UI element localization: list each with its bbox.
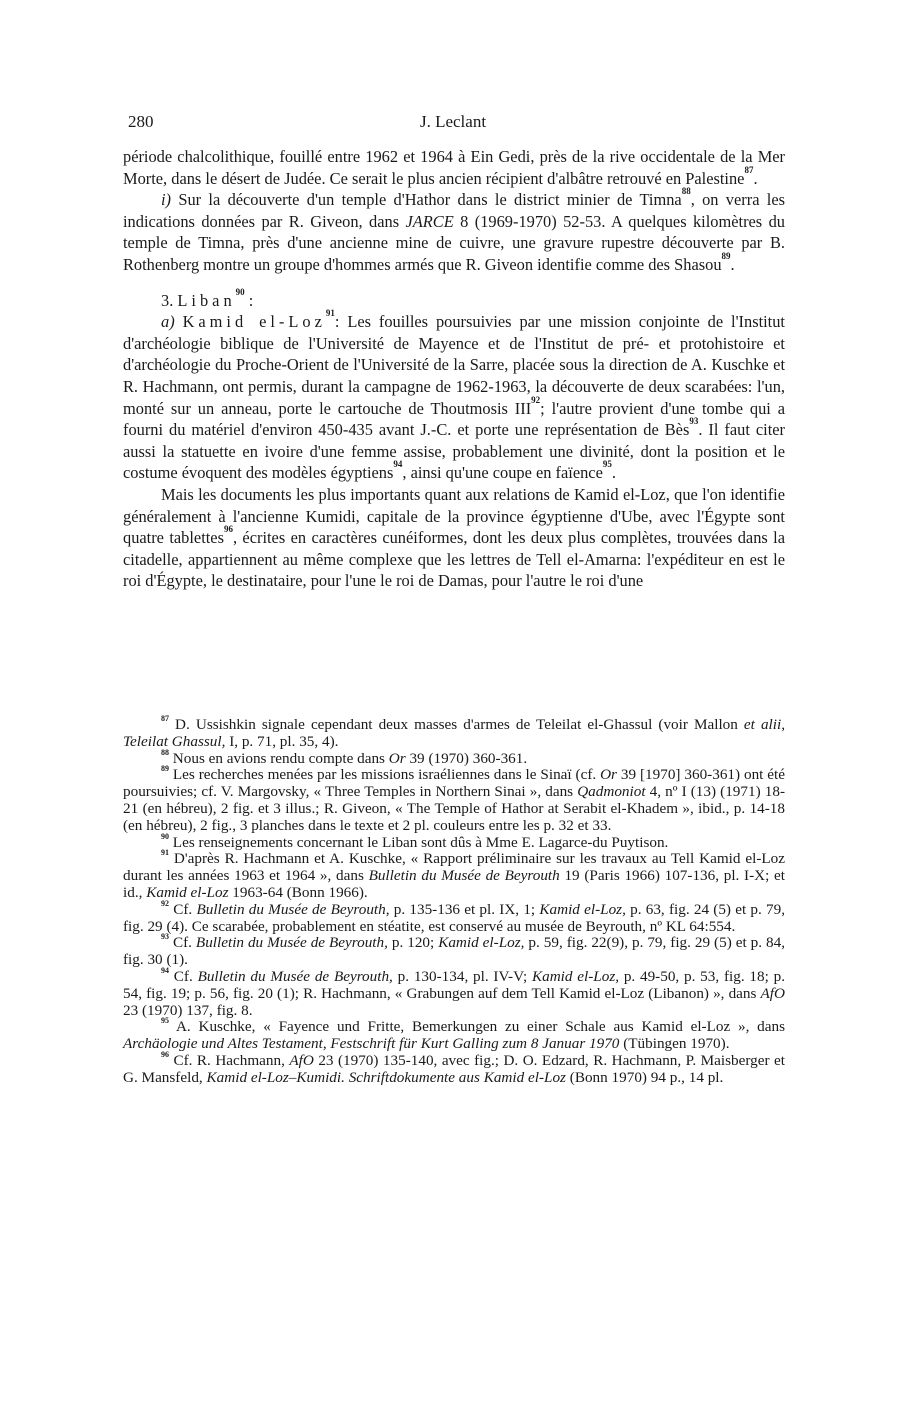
footnote-93: $^{93}$ Cf. Bulletin du Musée de Beyrouth, p. 120; Kamid el-Loz, p. 59, fig. 22(9), p. 79, fig. 29 (5) et p. 84, fig. 30 (1).	[123, 932, 785, 969]
footnote-89: $^{89}$ Les recherches menées par les missions israéliennes dans le Sinaï (cf. Or 39 [1970] 360-361) ont été poursuivies; cf. V. Margovsky, « Three Temples in Northern Sinai », dans Qadmoniot 4, nº I (13) (1971) 18-21 (en hébreu), 2 fig. et 3 illus.; R. Giveon, « The Temple of Hathor at Serabit el-Khadem », ibid., p. 14-18 (en hébreu), 2 fig., 3 planches dans le texte et 2 pl. couleurs entre les p. 32 et 33.	[123, 764, 785, 834]
paragraph-tablets: Mais les documents les plus importants quant aux relations de Kamid el-Loz, que l'on identifie généralement à l'ancienne Kumidi, capitale de la province égyptienne d'Ube, avec l'Égypte sont quatre tablettes$^{96}$, écrites en caractères cunéiformes, dont les deux plus complètes, trouvées dans la citadelle, appartiennent au même complexe que les lettres de Tell el-Amarna: l'expéditeur en est le roi d'Égypte, le destinataire, pour l'une le roi de Damas, pour l'autre le roi d'une	[123, 484, 785, 591]
footnote-ref[interactable]: 93	[689, 416, 699, 427]
footnote-96: $^{96}$ Cf. R. Hachmann, AfO 23 (1970) 135-140, avec fig.; D. O. Edzard, R. Hachmann, P. Maisberger et G. Mansfeld, Kamid el-Loz–Kumidi. Schriftdokumente aus Kamid el-Loz (Bonn 1970) 94 p., 14 pl.	[123, 1049, 785, 1086]
footnotes	[123, 714, 786, 1087]
footnote-94: $^{94}$ Cf. Bulletin du Musée de Beyrouth, p. 130-134, pl. IV-V; Kamid el-Loz, p. 49-50, p. 53, fig. 18; p. 54, fig. 19; p. 56, fig. 20 (1); R. Hachmann, « Grabungen auf dem Tell Kamid el-Loz (Libanon) », dans AfO 23 (1970) 137, fig. 8.	[123, 965, 785, 1019]
paragraph-timna: i) Sur la découverte d'un temple d'Hathor dans le district minier de Timna$^{88}$, on verra les indications données par R. Giveon, dans JARCE 8 (1969-1970) 52-53. A quelques kilomètres du temple de Timna, près d'une ancienne mine de cuivre, une gravure rupestre découverte par B. Rothenberg montre un groupe d'hommes armés que R. Giveon identifie comme des Shasou$^{89}$.	[123, 186, 785, 274]
main-text	[123, 146, 785, 592]
journal-title: JARCE	[405, 211, 454, 231]
footnote-ref[interactable]: 87	[744, 164, 754, 175]
paragraph-continuation: période chalcolithique, fouillé entre 1962 et 1964 à Ein Gedi, près de la rive occidentale de la Mer Morte, dans le désert de Judée. Ce serait le plus ancien récipient d'albâtre retrouvé en Palestine$^{87}$.	[123, 147, 785, 188]
footnote-92: $^{92}$ Cf. Bulletin du Musée de Beyrouth, p. 135-136 et pl. IX, 1; Kamid el-Loz, p. 63, fig. 24 (5) et p. 79, fig. 29 (4). Ce scarabée, probablement en stéatite, est conservé au musée de Beyrouth, nº KL 64:554.	[123, 898, 786, 935]
item-label: i)	[161, 190, 172, 210]
running-head: J. Leclant	[419, 112, 487, 131]
footnote-ref[interactable]: 92	[531, 394, 541, 405]
footnote-ref[interactable]: 90	[235, 286, 245, 297]
footnote-ref[interactable]: 91	[325, 308, 335, 319]
footnote-ref[interactable]: 96	[223, 524, 233, 535]
site-name: Kamid el-Loz	[182, 312, 326, 332]
footnote-90: $^{90}$ Les renseignements concernant le Liban sont dûs à Mme E. Lagarce-du Puytison.	[161, 831, 669, 851]
page-header	[0, 112, 906, 138]
section-heading-liban: 3. Liban$^{90}$ :	[161, 286, 254, 310]
footnote-ref[interactable]: 94	[393, 459, 403, 470]
item-label: a)	[161, 312, 175, 332]
page-number: 280	[128, 112, 154, 131]
footnote-87: $^{87}$ D. Ussishkin signale cependant deux masses d'armes de Teleilat el-Ghassul (voir Mallon et alii, Teleilat Ghassul, I, p. 71, pl. 35, 4).	[123, 714, 785, 750]
paragraph-kamid: a) Kamid el-Loz$^{91}$: Les fouilles poursuivies par une mission conjointe de l'Institut d'archéologie biblique de l'Université de Mayence et de l'Institut de pré- et protohistoire et d'archéologie du Proche-Orient de l'Université de la Sarre, placée sous la direction de A. Kuschke et R. Hachmann, ont permis, durant la campagne de 1962-1963, la découverte de deux scarabées: l'un, monté sur un anneau, porte le cartouche de Thoutmosis III$^{92}$; l'autre provient d'une tombe qui a fourni du matériel d'environ 450-435 avant J.-C. et porte une représentation de Bès$^{93}$. Il faut citer aussi la statuette en ivoire d'une femme assise, probablement une divinité, dont la position et le costume évoquent des modèles égyptiens$^{94}$, ainsi qu'une coupe en faïence$^{95}$.	[123, 308, 785, 483]
footnote-ref[interactable]: 95	[602, 459, 612, 470]
footnote-88: $^{88}$ Nous en avions rendu compte dans Or 39 (1970) 360-361.	[161, 747, 528, 767]
footnote-91: $^{91}$ D'après R. Hachmann et A. Kuschke, « Rapport préliminaire sur les travaux au Tell Kamid el-Loz durant les années 1963 et 1964 », dans Bulletin du Musée de Beyrouth 19 (Paris 1966) 107-136, pl. I-X; et id., Kamid el-Loz 1963-64 (Bonn 1966).	[123, 848, 785, 901]
footnote-95: $^{95}$ A. Kuschke, « Fayence und Fritte, Bemerkungen zu einer Schale aus Kamid el-Loz », dans Archäologie und Altes Testament, Festschrift für Kurt Galling zum 8 Januar 1970 (Tübingen 1970).	[123, 1016, 785, 1053]
footnote-ref[interactable]: 88	[681, 186, 691, 197]
footnote-ref[interactable]: 89	[721, 250, 731, 261]
